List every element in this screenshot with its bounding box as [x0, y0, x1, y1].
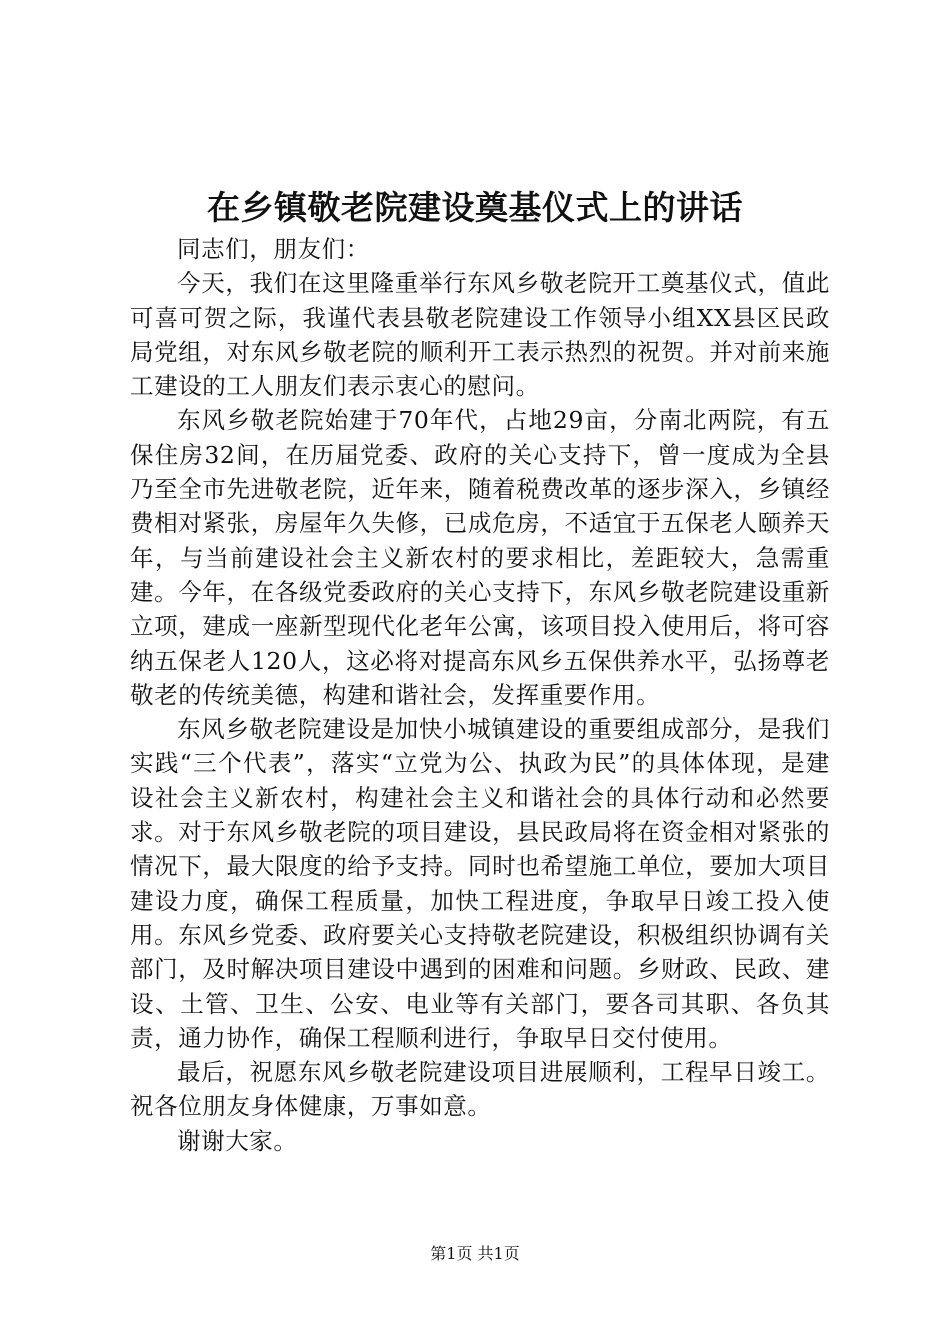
paragraph-closing-wishes: 最后，祝愿东风乡敬老院建设项目进展顺利，工程早日竣工。祝各位朋友身体健康，万事如意。 [130, 1058, 830, 1121]
document-body [130, 232, 830, 1158]
paragraph-thanks: 谢谢大家。 [177, 1126, 298, 1155]
paragraph-significance: 东风乡敬老院建设是加快小城镇建设的重要组成部分，是我们实践“三个代表”，落实“立党为公、执政为民”的具体体现，是建设社会主义新农村，构建社会主义和谐社会的具体行动和必然要求。对于东风乡敬老院的项目建设，县民政局将在资金相对紧张的情况下，最大限度的给予支持。同时也希望施工单位，要加大项目建设力度，确保工程质量，加快工程进度，争取早日竣工投入使用。东风乡党委、政府要关心支持敬老院建设，积极组织协调有关部门，及时解决项目建设中遇到的困难和问题。乡财政、民政、建设、土管、卫生、公安、电业等有关部门，要各司其职、各负其责，通力协作，确保工程顺利进行，争取早日交付使用。 [130, 715, 830, 1052]
salutation: 同志们，朋友们： [177, 235, 370, 263]
paragraph-opening: 今天，我们在这里隆重举行东风乡敬老院开工奠基仪式，值此可喜可贺之际，我谨代表县敬老院建设工作领导小组XX县区民政局党组，对东风乡敬老院的顺利开工表示热烈的祝贺。并对前来施工建设的工人朋友们表示衷心的慰问。 [130, 269, 830, 401]
document-title: 在乡镇敬老院建设奠基仪式上的讲话 [207, 188, 743, 227]
paragraph-history: 东风乡敬老院始建于70年代，占地29亩，分南北两院，有五保住房32间，在历届党委、政府的关心支持下，曾一度成为全县乃至全市先进敬老院，近年来，随着税费改革的逐步深入，乡镇经费相对紧张，房屋年久失修，已成危房，不适宜于五保老人颐养天年，与当前建设社会主义新农村的要求相比，差距较大，急需重建。今年，在各级党委政府的关心支持下，东风乡敬老院建设重新立项，建成一座新型现代化老年公寓，该项目投入使用后，将可容纳五保老人120人，这必将对提高东风乡五保供养水平，弘扬尊老敬老的传统美德，构建和谐社会，发挥重要作用。 [130, 406, 830, 709]
page-footer: 第1页 共1页 [430, 1244, 520, 1263]
